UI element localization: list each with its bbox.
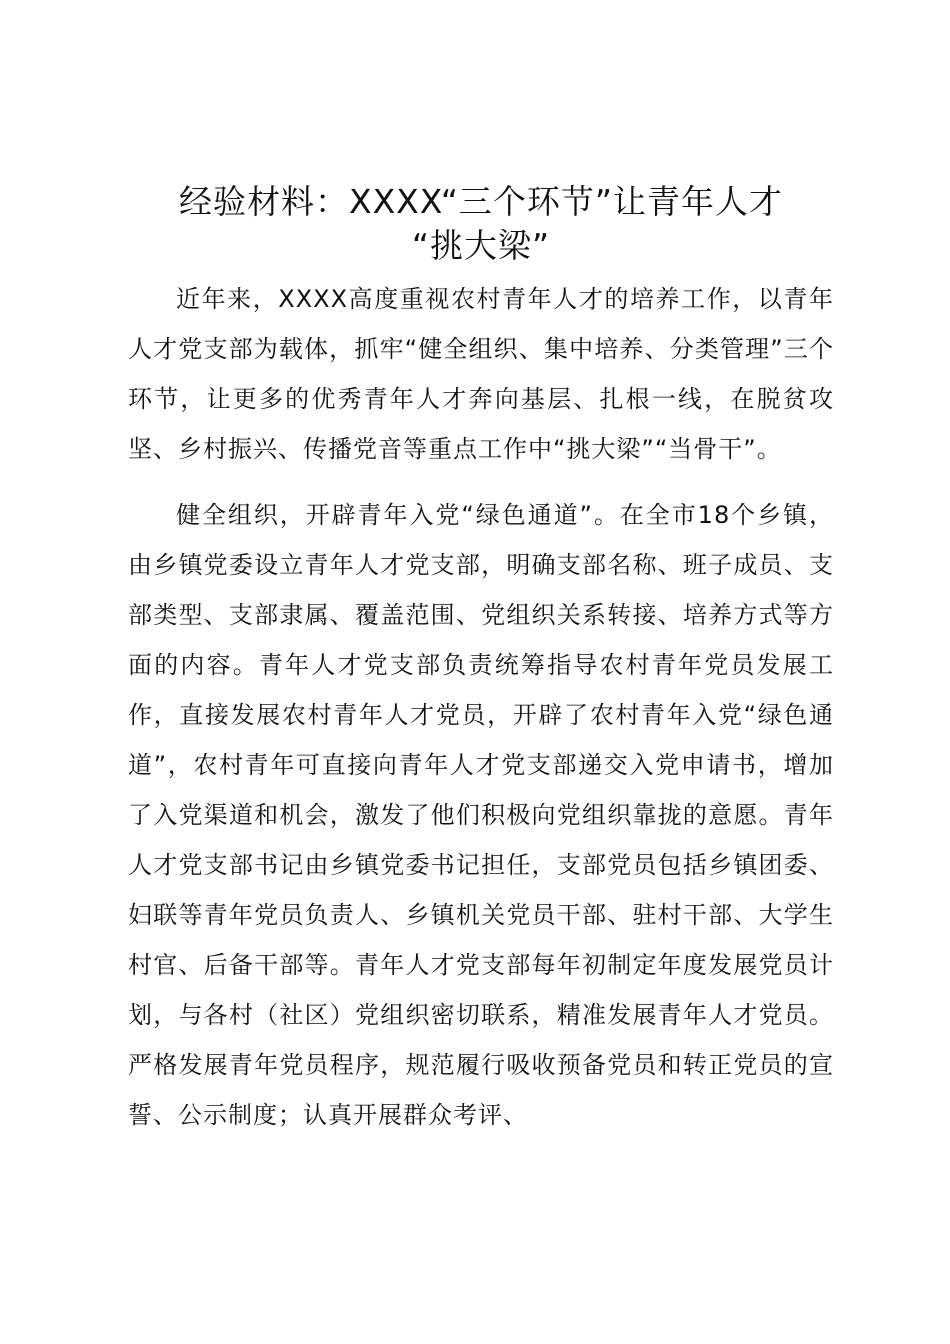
- title-line-1: 经验材料：XXXX“三个环节”让青年人才: [178, 182, 784, 221]
- document-page: [128, 180, 834, 1140]
- title-line-2: “挑大梁”: [411, 226, 551, 265]
- paragraph-intro: 近年来，XXXX高度重视农村青年人才的培养工作，以青年人才党支部为载体，抓牢“健全组织、集中培养、分类管理”三个环节，让更多的优秀青年人才奔向基层、扎根一线，在脱贫攻坚、乡村振兴、传播党音等重点工作中“挑大梁”“当骨干”。: [128, 285, 834, 463]
- paragraph-organization: 健全组织，开辟青年入党“绿色通道”。在全市18个乡镇，由乡镇党委设立青年人才党支部，明确支部名称、班子成员、支部类型、支部隶属、覆盖范围、党组织关系转接、培养方式等方面的内容。青年人才党支部负责统筹指导农村青年党员发展工作，直接发展农村青年人才党员，开辟了农村青年入党“绿色通道”，农村青年可直接向青年人才党支部递交入党申请书，增加了入党渠道和机会，激发了他们积极向党组织靠拢的意愿。青年人才党支部书记由乡镇党委书记担任，支部党员包括乡镇团委、妇联等青年党员负责人、乡镇机关党员干部、驻村干部、大学生村官、后备干部等。青年人才党支部每年初制定年度发展党员计划，与各村（社区）党组织密切联系，精准发展青年人才党员。严格发展青年党员程序，规范履行吸收预备党员和转正党员的宣誓、公示制度；认真开展群众考评、: [128, 501, 834, 1129]
- document-title: [128, 180, 834, 268]
